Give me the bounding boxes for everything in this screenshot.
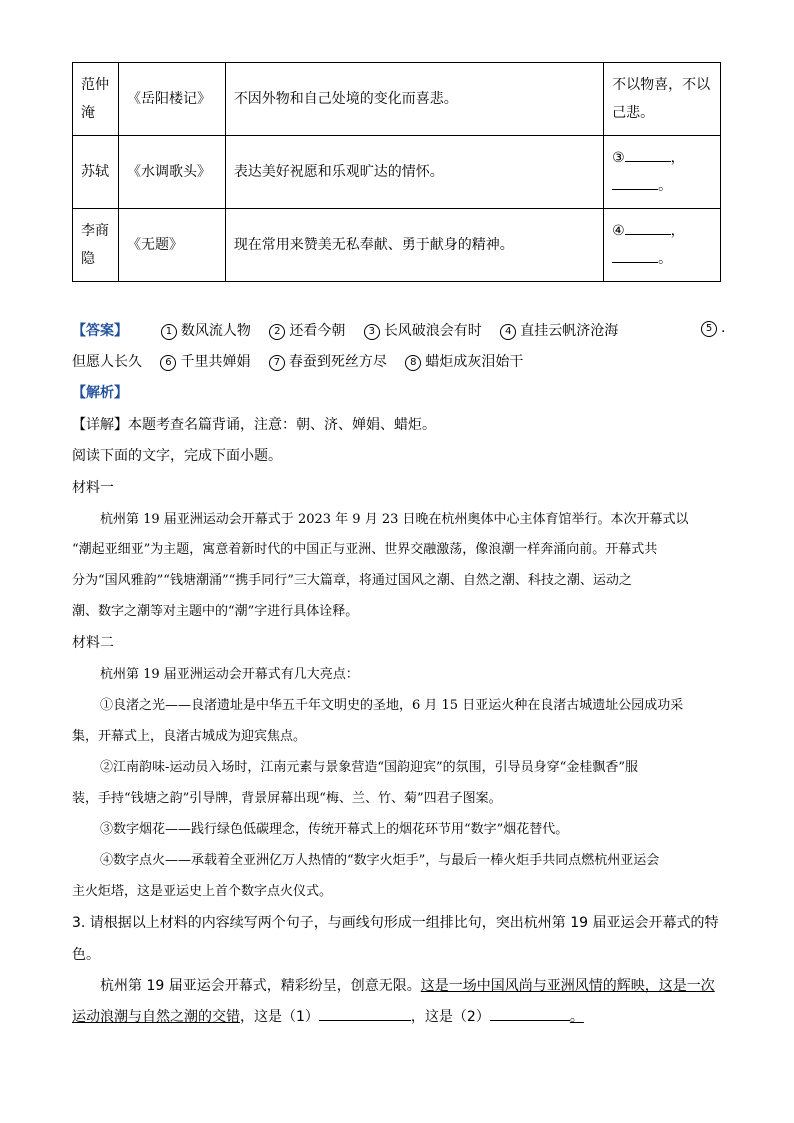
poem-table [72, 62, 721, 282]
answer-item: 2 还看今朝 [269, 323, 345, 339]
answer-item: 但愿人长久 [72, 354, 142, 370]
meaning-cell: 现在常用来赞美无私奉献、勇于献身的精神。 [225, 209, 603, 282]
material2-line: ②江南韵味-运动员入场时，江南元素与景象营造“国韵迎宾”的氛围，引导员身穿“金桂飘香”服 [100, 760, 638, 775]
question-text: 3. 请根据以上材料的内容续写两个句子，与画线句形成一组排比句，突出杭州第 19 届亚运会开幕式的特 [72, 915, 719, 931]
answer-cell: ③ ， 。 [604, 136, 721, 209]
analysis-detail: 【详解】本题考查名篇背诵，注意：朝、济、婵娟、蜡炬。 [72, 417, 436, 433]
work-cell: 《岳阳楼记》 [118, 63, 225, 136]
question-paragraph-line-1: 杭州第 19 届亚运会开幕式，精彩纷呈，创意无限。这是一场中国风尚与亚洲风情的辉映，这是一次 [100, 978, 715, 994]
author-cell: 范仲 淹 [73, 63, 119, 136]
answer-item: 8 蜡炬成灰泪始干 [405, 354, 523, 370]
table-row [73, 136, 721, 209]
author-cell: 李商 隐 [73, 209, 119, 282]
fill-blank[interactable] [625, 220, 671, 235]
material2-line: ③数字烟花——践行绿色低碳理念，传统开幕式上的烟花环节用“数字”烟花替代。 [100, 822, 569, 837]
fill-blank[interactable] [625, 147, 671, 162]
answer-cell: 不以物喜，不以 己悲。 [604, 63, 721, 136]
instruction: 阅读下面的文字，完成下面小题。 [72, 448, 282, 464]
material1-line: 杭州第 19 届亚洲运动会开幕式于 2023 年 9 月 23 日晚在杭州奥体中心主体育馆举行。本次开幕式以 [100, 512, 689, 527]
answer-line-1 [72, 320, 726, 340]
fill-blank[interactable] [612, 248, 658, 263]
material1-title: 材料一 [72, 480, 114, 496]
material2-line: 集，开幕式上，良渚古城成为迎宾焦点。 [72, 729, 307, 744]
answer-cell: ④ ， 。 [604, 209, 721, 282]
underlined-sentence: 这是一场中国风尚与亚洲风情的辉映，这是一次 [420, 978, 715, 994]
answer-item: 3 长风破浪会有时 [364, 323, 482, 339]
analysis-label: 【解析】 [72, 385, 128, 401]
answer-label: 【答案】 [72, 323, 128, 339]
table-row [73, 209, 721, 282]
author-cell: 苏轼 [73, 136, 119, 209]
work-cell: 《水调歌头》 [118, 136, 225, 209]
answer-line-2 [72, 351, 537, 371]
material1-line: 分为“国风雅韵”“钱塘潮涌”“携手同行”三大篇章，将通过国风之潮、自然之潮、科技之潮、运动之 [72, 573, 632, 588]
material2-line: 装，手持“钱塘之韵”引导牌，背景屏幕出现“梅、兰、竹、菊”四君子图案。 [72, 791, 502, 806]
fill-blank[interactable] [612, 175, 658, 190]
material1-line: 潮、数字之潮等对主题中的“潮”字进行具体诠释。 [72, 604, 359, 619]
answer-item: 7 春蚕到死丝方尽 [269, 354, 387, 370]
question-paragraph-line-2: 运动浪潮与自然之潮的交错，这是（1） ，这是（2） 。 [72, 1006, 584, 1026]
material2-line: ①良渚之光——良渚遗址是中华五千年文明史的圣地，6 月 15 日亚运火种在良渚古城遗址公园成功采 [100, 698, 684, 713]
answer-item: 6 千里共婵娟 [160, 354, 250, 370]
answer-blank-2[interactable] [490, 1006, 570, 1021]
work-cell: 《无题》 [118, 209, 225, 282]
table-row [73, 63, 721, 136]
material2-line: 杭州第 19 届亚洲运动会开幕式有几大亮点： [100, 667, 359, 682]
material1-line: “潮起亚细亚”为主题，寓意着新时代的中国正与亚洲、世界交融激荡，像浪潮一样奔涌向前。开幕式共 [72, 542, 658, 557]
material2-title: 材料二 [72, 635, 114, 651]
meaning-cell: 表达美好祝愿和乐观旷达的情怀。 [225, 136, 603, 209]
underlined-sentence: 运动浪潮与自然之潮的交错 [72, 1009, 240, 1025]
answer-item: 1 数风流人物 [161, 323, 251, 339]
question-text-cont: 色。 [72, 947, 100, 963]
answer-item: 4 直挂云帆济沧海 [500, 323, 618, 339]
material2-line: 主火炬塔，这是亚运史上首个数字点火仪式。 [72, 884, 333, 899]
material2-line: ④数字点火——承载着全亚洲亿万人热情的“数字火炬手”，与最后一棒火炬手共同点燃杭州亚运会 [100, 853, 660, 868]
answer-item-5-number: 5 . [701, 320, 725, 337]
meaning-cell: 不因外物和自己处境的变化而喜悲。 [225, 63, 603, 136]
answer-blank-1[interactable] [319, 1006, 411, 1021]
